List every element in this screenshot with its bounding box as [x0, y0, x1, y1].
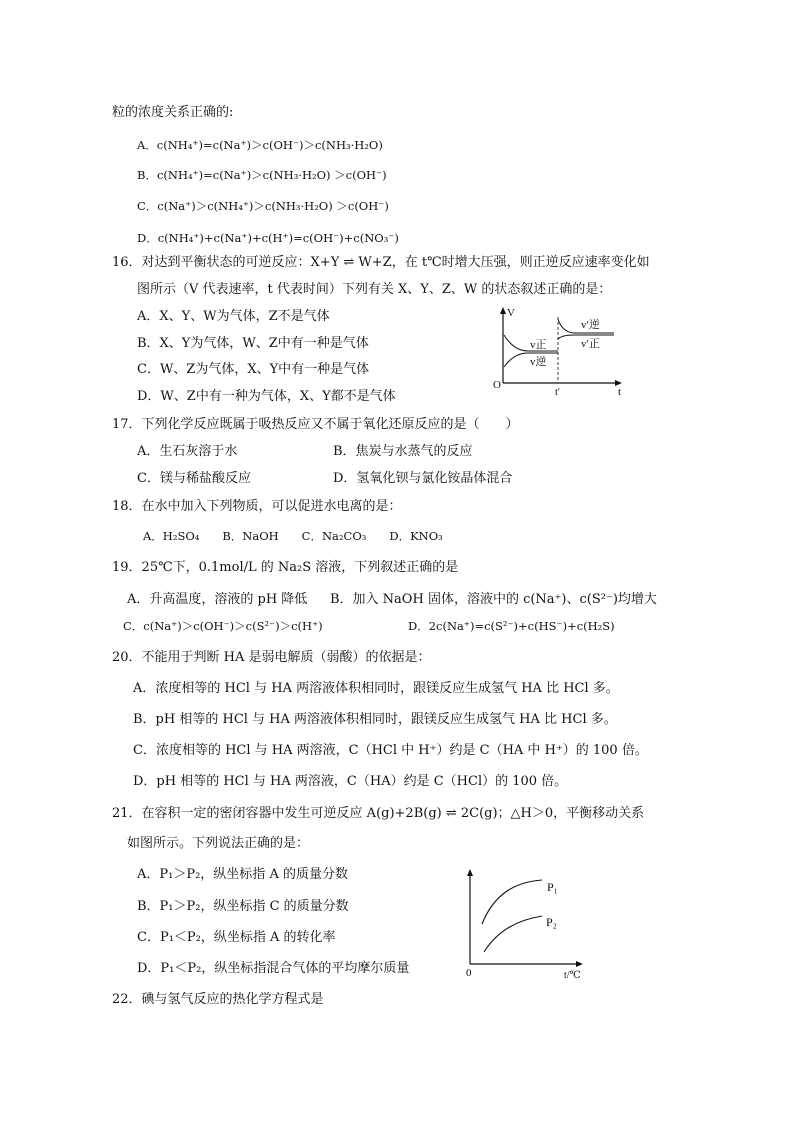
q21-origin-label: 0	[466, 967, 472, 979]
q20-option-c: C．浓度相等的 HCl 与 HA 两溶液，C（HCl 中 H⁺）约是 C（HA 中 H⁺）的 100 倍。	[133, 743, 648, 758]
q15-option-b: B．c(NH₄⁺)=c(Na⁺)＞c(NH₃·H₂O) ＞c(OH⁻)	[137, 168, 387, 182]
q20-option-d: D．pH 相等的 HCl 与 HA 两溶液，C（HA）约是 C（HCl）的 100 倍。	[133, 774, 568, 789]
q15-option-d: D．c(NH₄⁺)+c(Na⁺)+c(H⁺)=c(OH⁻)+c(NO₃⁻)	[137, 231, 399, 245]
q16-v-zheng-prime-label: v′正	[581, 338, 600, 350]
q16-stem-line1: 16．对达到平衡状态的可逆反应：X+Y ⇌ W+Z，在 t℃时增大压强，则正逆反应速率变化如	[112, 255, 650, 270]
q16-v-zheng-label: v正	[530, 339, 547, 351]
intro-text: 粒的浓度关系正确的:	[112, 105, 234, 120]
q20-option-b: B．pH 相等的 HCl 与 HA 两溶液体积相同时，跟镁反应生成氢气 HA 比 HCl 多。	[133, 712, 617, 727]
q16-option-c: C．W、Z为气体，X、Y中有一种是气体	[137, 362, 370, 377]
q20-option-a: A．浓度相等的 HCl 与 HA 两溶液体积相同时，跟镁反应生成氢气 HA 比 HCl 多。	[133, 681, 619, 696]
q15-option-c: C．c(Na⁺)＞c(NH₄⁺)＞c(NH₃·H₂O) ＞c(OH⁻)	[137, 199, 389, 213]
q21-stem-line2: 如图所示。下列说法正确的是：	[127, 836, 310, 851]
q17-option-b: B．焦炭与水蒸气的反应	[333, 444, 473, 459]
q21-stem-line1: 21．在容积一定的密闭容器中发生可逆反应 A(g)+2B(g) ⇌ 2C(g)；△H＞0，平衡移动关系	[112, 806, 645, 821]
q18-stem: 18．在水中加入下列物质，可以促进水电离的是：	[112, 499, 402, 514]
q21-p1-label: P₁	[547, 880, 558, 894]
q16-rate-graph	[490, 305, 630, 397]
q17-stem: 17．下列化学反应既属于吸热反应又不属于氧化还原反应的是（ ）	[112, 417, 519, 432]
q17-option-d: D．氢氧化钡与氯化铵晶体混合	[333, 471, 513, 486]
q19-option-a: A．升高温度，溶液的 pH 降低	[127, 592, 308, 607]
q17-option-a: A．生石灰溶于水	[137, 444, 238, 459]
q21-option-b: B．P₁＞P₂，纵坐标指 C 的质量分数	[137, 899, 349, 914]
q20-stem: 20．不能用于判断 HA 是弱电解质（弱酸）的依据是：	[112, 650, 431, 665]
q16-v-label: V	[507, 307, 515, 319]
q17-option-c: C．镁与稀盐酸反应	[137, 471, 251, 486]
q16-option-d: D．W、Z中有一种为气体，X、Y都不是气体	[137, 389, 396, 404]
q21-y-arrow	[467, 869, 473, 876]
q16-v-ni-prime-label: v′逆	[581, 319, 600, 331]
q22-stem: 22．碘与氢气反应的热化学方程式是	[112, 992, 324, 1007]
q16-t-label: t	[618, 386, 622, 398]
q21-option-d: D．P₁＜P₂，纵坐标指混合气体的平均摩尔质量	[137, 961, 410, 976]
q21-option-c: C．P₁＜P₂，纵坐标指 A 的转化率	[137, 930, 336, 945]
q19-option-d: D．2c(Na⁺)=c(S²⁻)+c(HS⁻)+c(H₂S)	[408, 619, 615, 633]
q21-p2-label: P₂	[546, 915, 557, 929]
q15-option-a: A．c(NH₄⁺)=c(Na⁺)＞c(OH⁻)＞c(NH₃·H₂O)	[137, 138, 383, 152]
q19-option-b: B．加入 NaOH 固体，溶液中的 c(Na⁺)、c(S²⁻)均增大	[330, 592, 657, 607]
q16-option-a: A．X、Y、W为气体，Z不是气体	[137, 309, 330, 324]
q16-v-ni-label: v逆	[530, 356, 547, 368]
q19-option-c: C．c(Na⁺)＞c(OH⁻)＞c(S²⁻)＞c(H⁺)	[123, 619, 323, 633]
q16-origin-label: O	[493, 379, 501, 391]
q18-options: A．H₂SO₄ B．NaOH C．Na₂CO₃ D．KNO₃	[143, 529, 443, 543]
q19-stem: 19．25℃下，0.1mol/L 的 Na₂S 溶液，下列叙述正确的是	[112, 560, 459, 575]
q21-option-a: A．P₁＞P₂，纵坐标指 A 的质量分数	[137, 867, 348, 882]
q21-x-label: t/℃	[564, 970, 581, 981]
q16-y-arrow	[500, 307, 506, 314]
q21-x-arrow	[576, 961, 583, 967]
q16-stem-line2: 图所示（V 代表速率，t 代表时间）下列有关 X、Y、Z、W 的状态叙述正确的是：	[137, 282, 612, 297]
q16-tprime-label: t′	[555, 387, 560, 398]
q21-p2-curve	[484, 916, 542, 952]
q21-pressure-graph	[460, 866, 590, 984]
q16-option-b: B．X、Y为气体，W、Z中有一种是气体	[137, 336, 369, 351]
